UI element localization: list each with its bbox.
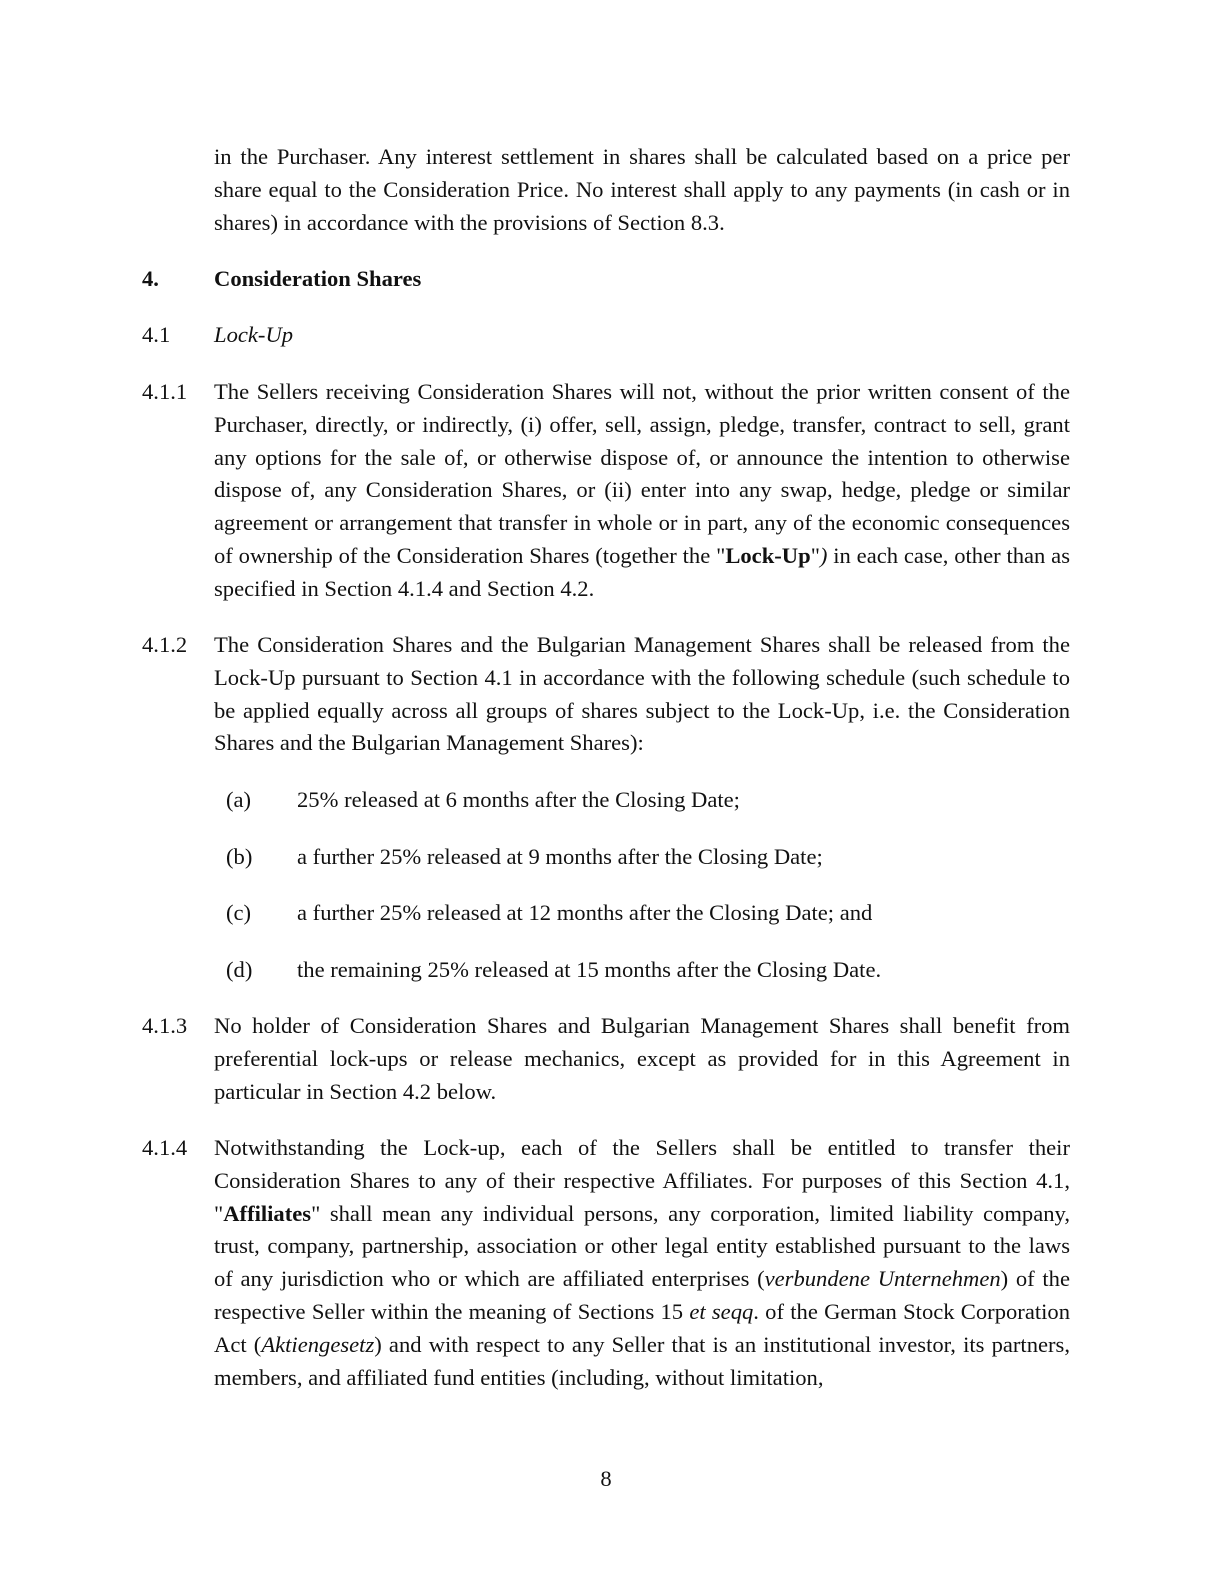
defined-term-affiliates: Affiliates xyxy=(223,1200,312,1226)
section-4-1-title: Lock-Up xyxy=(214,322,294,347)
clause-4-1-3-text: No holder of Consideration Shares and Bulgarian Management Shares shall benefit from preferential lock-ups or release mechanics, except as provided for in this Agreement in particular in Section 4.2 below. xyxy=(214,1013,1070,1104)
clause-4-1-1-number: 4.1.1 xyxy=(142,379,188,404)
clause-4-1-3-number: 4.1.3 xyxy=(142,1013,188,1038)
list-item-marker: (a) xyxy=(226,787,252,812)
list-item-marker: (d) xyxy=(226,957,253,982)
page-number: 8 xyxy=(600,1466,612,1491)
section-4-heading: Consideration Shares xyxy=(214,266,422,291)
list-item: 25% released at 6 months after the Closing Date; xyxy=(297,787,740,812)
list-item-marker: (b) xyxy=(226,844,253,869)
clause-4-1-1-text: The Sellers receiving Consideration Shares will not, without the prior written consent of the Purchaser, directly, or indirectly, (i) offer, sell, assign, pledge, transfer, contract to sell, grant any options for the sale of, or otherwise dispose of, or announce the intention to otherwise dispose of, any Consideration Shares, or (ii) enter into any swap, hedge, pledge or similar agreement or arrangement that transfer in whole or in part, any of the economic consequences of ownership of the Consideration Shares (together the "Lock-Up") in each case, other than as specified in Section 4.1.4 and Section 4.2. xyxy=(214,379,1070,601)
clause-4-1-4-number: 4.1.4 xyxy=(142,1135,188,1160)
list-item: the remaining 25% released at 15 months after the Closing Date. xyxy=(297,957,882,982)
list-item: a further 25% released at 9 months after the Closing Date; xyxy=(297,844,823,869)
section-4-number: 4. xyxy=(142,266,159,291)
list-item-marker: (c) xyxy=(226,900,252,925)
clause-4-1-2-text: The Consideration Shares and the Bulgarian Management Shares shall be released from the Lock-Up pursuant to Section 4.1 in accordance with the following schedule (such schedule to be applied equally across all groups of shares subject to the Lock-Up, i.e. the Consideration Shares and the Bulgarian Management Shares): xyxy=(214,632,1070,756)
defined-term-lock-up: Lock-Up xyxy=(725,542,811,568)
section-4-1-number: 4.1 xyxy=(142,322,171,347)
clause-4-1-4-text: Notwithstanding the Lock-up, each of the Sellers shall be entitled to transfer their Consideration Shares to any of their respective Affiliates. For purposes of this Section 4.1, "Affiliates" shall mean any individual persons, any corporation, limited liability company, trust, company, partnership, association or other legal entity established pursuant to the laws of any jurisdiction who or which are affiliated enterprises (verbundene Unternehmen) of the respective Seller within the meaning of Sections 15 et seqq. of the German Stock Corporation Act (Aktiengesetz) and with respect to any Seller that is an institutional investor, its partners, members, and affiliated fund entities (including, without limitation, xyxy=(214,1135,1071,1390)
list-item: a further 25% released at 12 months after the Closing Date; and xyxy=(297,900,873,925)
continuation-paragraph: in the Purchaser. Any interest settlement in shares shall be calculated based on a price per share equal to the Consideration Price. No interest shall apply to any payments (in cash or in shares) in accordance with the provisions of Section 8.3. xyxy=(214,144,1070,235)
clause-4-1-2-number: 4.1.2 xyxy=(142,632,188,657)
